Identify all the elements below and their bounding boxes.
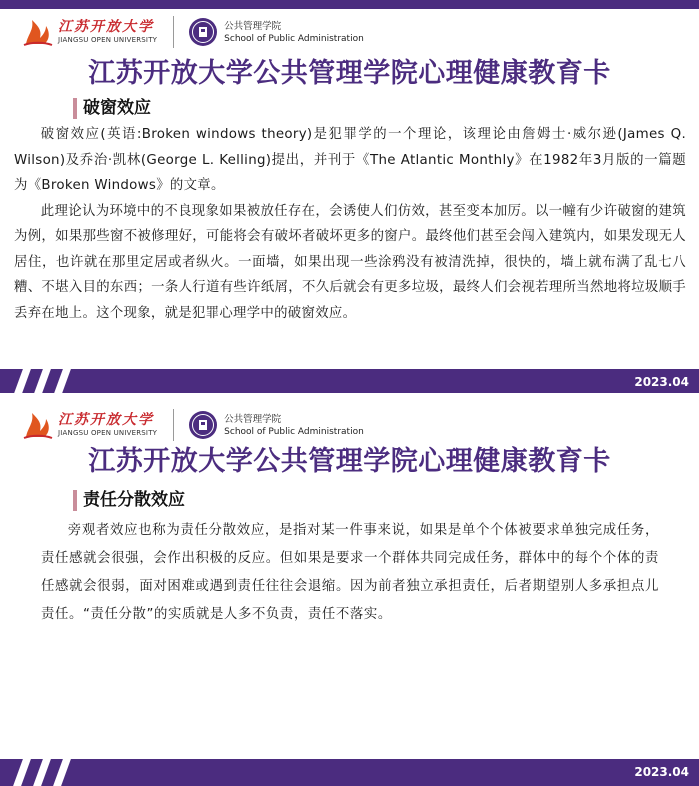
university-name-en: JIANGSU OPEN UNIVERSITY: [58, 36, 158, 44]
university-seal-icon: [188, 410, 218, 440]
university-name-en: JIANGSU OPEN UNIVERSITY: [58, 429, 158, 437]
university-seal-icon: [188, 17, 218, 47]
footer-band: [0, 759, 699, 786]
section-heading: [73, 489, 185, 511]
footer-stripe: [53, 369, 71, 393]
logo-divider: [173, 409, 174, 441]
footer-stripe: [53, 759, 71, 786]
paragraph: 此理论认为环境中的不良现象如果被放任存在，会诱使人们仿效，甚至变本加厉。以一幢有少许破窗的建筑为例，如果那些窗不被修理好，可能将会有破坏者破坏更多的窗户。最终他们甚至会闯入建筑内，如果发现无人居住，也许就在那里定居或者纵火。一面墙，如果出现一些涂鸦没有被清洗掉，很快的，墙上就布满了乱七八糟、不堪入目的东西；一条人行道有些许纸屑，不久后就会有更多垃圾，最终人们会视若理所当然地将垃圾顺手丢弃在地上。这个现象，就是犯罪心理学中的破窗效应。: [14, 203, 686, 321]
school-name-en: School of Public Administration: [224, 33, 364, 44]
section-marker: [73, 490, 77, 511]
school-name-en: School of Public Administration: [224, 426, 364, 437]
university-name-cn: 江苏开放大学: [58, 412, 154, 428]
section-title: 破窗效应: [83, 98, 151, 118]
footer-band: [0, 369, 699, 393]
header-logos: [22, 407, 364, 443]
top-purple-strip: [0, 0, 699, 9]
section-heading: [73, 97, 151, 119]
header-logos: [22, 14, 364, 50]
university-name-cn: 江苏开放大学: [58, 19, 154, 35]
card-date: 2023.04: [634, 375, 689, 389]
paragraph: 破窗效应(英语:Broken windows theory)是犯罪学的一个理论，该理论由詹姆士·威尔逊(James Q. Wilson)及乔治·凯林(George L. Kelling)提出，并刊于《The Atlantic Monthly》在1982年3月版的一篇题为《Broken Windows》的文章。: [14, 127, 686, 193]
flame-logo-icon: [22, 16, 54, 48]
card-title: 江苏开放大学公共管理学院心理健康教育卡: [88, 446, 611, 477]
paragraph: 旁观者效应也称为责任分散效应，是指对某一件事来说，如果是单个个体被要求单独完成任务，责任感就会很强，会作出积极的反应。但如果是要求一个群体共同完成任务，群体中的每个个体的责任感就会很弱，面对困难或遇到责任往往会退缩。因为前者独立承担责任，后者期望别人多承担点儿责任。“责任分散”的实质就是人多不负责，责任不落实。: [41, 523, 659, 622]
logo-divider: [173, 16, 174, 48]
school-name-cn: 公共管理学院: [224, 20, 282, 32]
flame-logo-icon: [22, 409, 54, 441]
education-card-2: [0, 393, 699, 786]
section-title: 责任分散效应: [83, 490, 185, 510]
footer-stripe: [33, 369, 51, 393]
school-name-cn: 公共管理学院: [224, 413, 282, 425]
footer-stripe: [13, 369, 31, 393]
card-body: [41, 517, 659, 629]
card-date: 2023.04: [634, 765, 689, 779]
footer-stripe: [33, 759, 51, 786]
footer-stripe: [13, 759, 31, 786]
section-marker: [73, 98, 77, 119]
card-title: 江苏开放大学公共管理学院心理健康教育卡: [88, 58, 611, 89]
card-body: [14, 122, 686, 326]
